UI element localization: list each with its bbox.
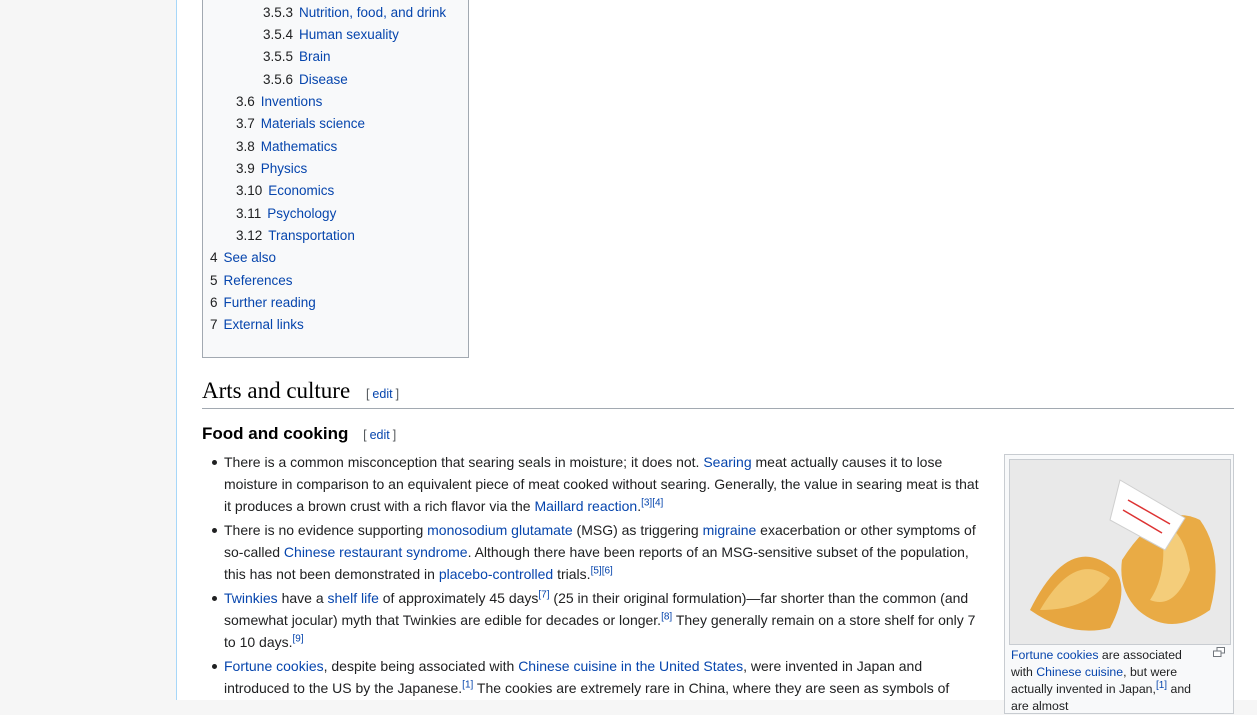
list-item: There is no evidence supporting monosodium glutamate (MSG) as triggering migraine exacerbation or other symptoms of so-called Chinese restaurant syndrome. Although there have been reports of an MSG-sensitive subset of the population, this has not been demonstrated in placebo-controlled trials.[5][6] [224,519,984,585]
citation[interactable]: [1] [1155,679,1168,691]
subsection-edit-link[interactable]: edit [369,428,390,442]
caption-link-fortune-cookies[interactable]: Fortune cookies [1011,648,1099,662]
toc-item[interactable]: 3.5.4 Human sexuality [263,27,399,42]
citation[interactable]: [7] [538,589,550,601]
article-content [176,0,1257,713]
sidebar [0,0,176,700]
toc-item[interactable]: 3.5.3 Nutrition, food, and drink [263,5,447,20]
link-maillard-reaction[interactable]: Maillard reaction [534,498,638,514]
link-chinese-restaurant-syndrome[interactable]: Chinese restaurant syndrome [283,544,468,560]
link-migraine[interactable]: migraine [702,522,757,538]
toc-item[interactable]: 3.12 Transportation [236,228,355,243]
citation[interactable]: [8] [661,611,673,623]
list-item: Twinkies have a shelf life of approximately 45 days[7] (25 in their original formulation)—far shorter than the common (and somewhat jocular) myth that Twinkies are edible for decades or longer.[8] They generally remain on a store shelf for only 7 to 10 days.[9] [224,587,984,653]
toc-item[interactable]: 3.9 Physics [236,161,308,176]
toc-item[interactable]: 3.5.5 Brain [263,49,331,64]
toc-item[interactable]: 4 See also [210,250,277,265]
link-fortune-cookies[interactable]: Fortune cookies [224,658,324,674]
toc-item[interactable]: 7 External links [210,317,304,332]
caption-link-chinese-cuisine[interactable]: Chinese cuisine [1036,665,1124,679]
thumbnail-caption: Fortune cookies are associated with Chinese cuisine, but were actually invented in Japan,[1] and are almost [1011,648,1191,713]
link-msg[interactable]: monosodium glutamate [427,522,573,538]
section-edit-link[interactable]: edit [372,387,393,401]
subsection-edit: [ edit ] [363,428,397,442]
toc-item[interactable]: 6 Further reading [210,295,316,310]
thumbnail-figure [1004,454,1234,714]
subsection-heading [202,424,396,444]
fortune-cookie-photo-icon[interactable] [1009,459,1231,645]
magnify-clip-icon[interactable] [1213,647,1225,657]
toc-item[interactable]: 3.7 Materials science [236,116,366,131]
citation[interactable]: [5] [590,565,602,577]
citation[interactable]: [1] [462,679,474,691]
list-item: There is a common misconception that searing seals in moisture; it does not. Searing meat actually causes it to lose moisture in comparison to an equivalent piece of meat cooked without searing. Generally, the value in searing meat is that it produces a brown crust with a rich flavor via the Maillard reaction.[3][4] [224,451,984,517]
list-item: Fortune cookies, despite being associated with Chinese cuisine in the United States, were invented in Japan and introduced to the US by the Japanese.[1] The cookies are extremely rare in China, where they are seen as symbols of [224,655,984,699]
link-placebo-controlled[interactable]: placebo-controlled [438,566,554,582]
link-chinese-cuisine-us[interactable]: Chinese cuisine in the United States [518,658,744,674]
facts-list [224,451,984,701]
toc-item[interactable]: 5 References [210,273,293,288]
subsection-title: Food and cooking [202,424,349,443]
citation[interactable]: [3] [641,497,653,509]
citation[interactable]: [6] [601,565,613,577]
toc-item[interactable]: 3.8 Mathematics [236,139,338,154]
toc-item[interactable]: 3.11 Psychology [236,206,337,221]
toc-item[interactable]: 3.5.6 Disease [263,72,348,87]
link-shelf-life[interactable]: shelf life [327,590,379,606]
section-edit: [ edit ] [365,387,400,401]
citation[interactable]: [4] [652,497,664,509]
section-heading [202,378,1234,409]
section-title: Arts and culture [202,378,351,403]
table-of-contents [202,0,469,358]
citation[interactable]: [9] [292,633,304,645]
toc-item[interactable]: 3.6 Inventions [236,94,323,109]
link-searing[interactable]: Searing [703,454,752,470]
toc-item[interactable]: 3.10 Economics [236,183,335,198]
link-twinkies[interactable]: Twinkies [224,590,278,606]
